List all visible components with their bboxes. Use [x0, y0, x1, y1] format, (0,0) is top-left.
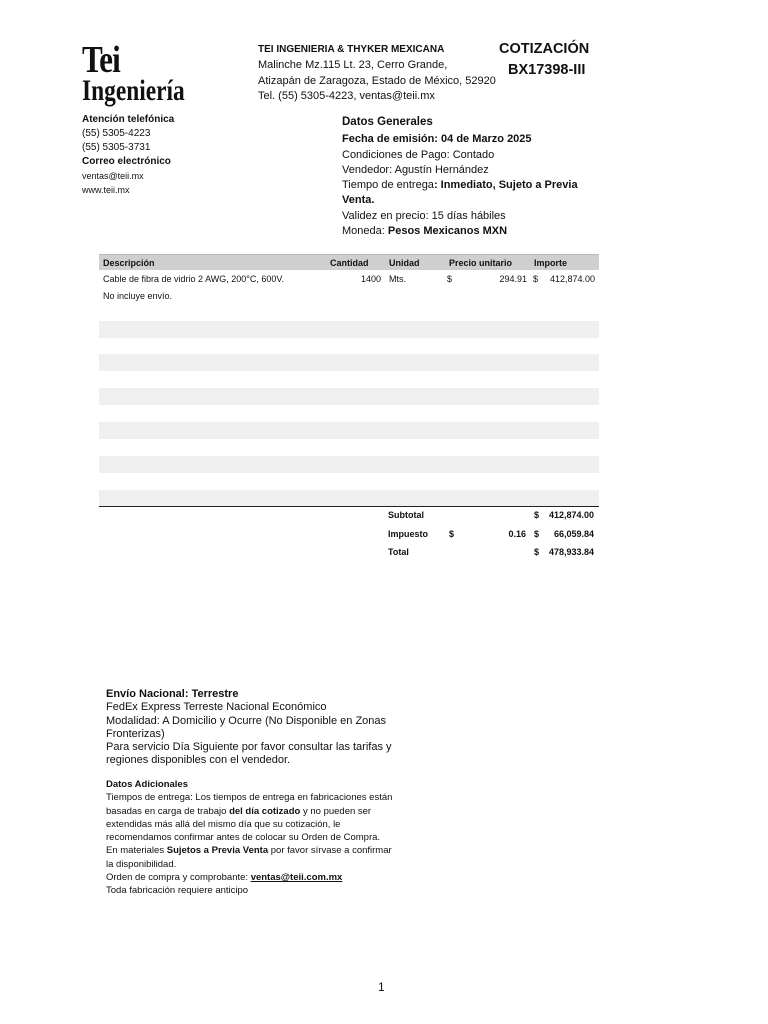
table-row-empty: [99, 388, 599, 405]
table-row-empty: [99, 304, 599, 321]
item-amount-currency: $: [533, 274, 539, 284]
shipping-line-2: Modalidad: A Domicilio y Ocurre (No Disponible en Zonas Fronterizas): [106, 714, 387, 740]
total-currency: $: [534, 547, 540, 557]
p2-text: En materiales: [106, 845, 167, 857]
item-unit: Mts.: [389, 274, 406, 284]
currency-line: [342, 224, 602, 239]
shipping-line-1: FedEx Express Terreste Nacional Económico: [106, 701, 327, 714]
table-row: [99, 287, 599, 304]
phone-heading: Atención telefónica: [82, 114, 175, 125]
phone-2: (55) 5305-3731: [82, 142, 151, 153]
tax-label: Impuesto: [388, 528, 429, 539]
page-number: 1: [378, 980, 385, 994]
table-row-empty: [99, 321, 599, 338]
item-price-currency: $: [447, 274, 453, 284]
p3-text: Orden de compra y comprobante:: [106, 872, 251, 884]
company-address-1: Malinche Mz.115 Lt. 23, Cerro Grande,: [258, 59, 448, 71]
item-description: No incluye envío.: [103, 290, 173, 301]
header-unit: Unidad: [389, 258, 420, 268]
tax-rate-currency: $: [449, 528, 455, 539]
header-unit-price: Precio unitario: [449, 258, 513, 268]
contact-block: [82, 113, 174, 197]
additional-heading: Datos Adicionales: [106, 779, 189, 790]
p1-text-end: y no pueden ser extendidas más allá del mismo día que su cotización, le recomendamos confirmar antes de colocar su Orden de Compra.: [106, 805, 381, 844]
tax-currency: $: [534, 528, 540, 539]
company-address-2: Atizapán de Zaragoza, Estado de México, 52920: [258, 74, 496, 87]
subtotal-currency: $: [534, 510, 540, 520]
subtotal-value: 412,874.00: [548, 510, 594, 520]
header-amount: Importe: [534, 258, 568, 268]
p1-text: Tiempos de entrega: Los tiempos de entrega en fabricaciones están basadas en carga de trabajo: [106, 792, 393, 817]
general-data: [342, 115, 602, 239]
payment-terms: Condiciones de Pago: Contado: [342, 148, 495, 161]
issue-date-line: [342, 132, 602, 147]
order-email-link[interactable]: ventas@teii.com.mx: [250, 872, 343, 884]
table-row-empty: [99, 405, 599, 422]
company-block: [258, 44, 496, 105]
item-description: Cable de fibra de vidrio 2 AWG, 200°C, 600V.: [103, 274, 285, 284]
company-name: TEI INGENIERIA & THYKER MEXICANA: [258, 44, 445, 55]
total-label: Total: [388, 547, 409, 557]
p2-bold: Sujetos a Previa Venta: [166, 845, 269, 857]
additional-paragraph-2: [106, 844, 396, 871]
currency-value: Pesos Mexicanos MXN: [387, 225, 508, 238]
tax-rate: 0.16: [508, 528, 526, 539]
table-bottom-rule: [99, 506, 599, 507]
total-value: 478,933.84: [548, 547, 594, 557]
tax-row: [388, 529, 598, 548]
shipping-line-3: Para servicio Día Siguiente por favor consultar las tarifas y regiones disponibles con el vendedor.: [106, 741, 392, 767]
subtotal-label: Subtotal: [388, 510, 424, 520]
issue-date-label: Fecha de emisión:: [342, 133, 438, 146]
logo-line-1: Tei: [82, 39, 120, 81]
additional-paragraph-1: [106, 791, 396, 844]
header-description: Descripción: [103, 258, 155, 268]
total-row: [388, 547, 598, 566]
delivery-label: Tiempo de entrega: [342, 179, 434, 192]
issue-date: 04 de Marzo 2025: [441, 133, 532, 146]
p1-bold: del día cotizado: [229, 805, 301, 817]
email-heading: Correo electrónico: [82, 156, 171, 167]
delivery-line: [342, 178, 602, 209]
contact-website: www.teii.mx: [82, 185, 130, 195]
document-folio: BX17398-III: [508, 62, 586, 78]
additional-block: [106, 778, 396, 898]
table-row-empty: [99, 456, 599, 473]
document-title-block: [499, 39, 589, 81]
table-row-empty: [99, 473, 599, 490]
contact-email: ventas@teii.mx: [82, 171, 144, 181]
currency-label: Moneda:: [342, 225, 385, 238]
subtotal-row: [388, 510, 598, 529]
item-unit-price: 294.91: [499, 274, 527, 284]
tax-value: 66,059.84: [553, 528, 594, 539]
general-heading: Datos Generales: [342, 116, 433, 128]
company-contact-line: Tel. (55) 5305-4223, ventas@teii.mx: [258, 90, 435, 102]
table-row: [99, 270, 599, 287]
table-row-empty: [99, 338, 599, 355]
delivery-value: : Inmediato, Sujeto a Previa Venta.: [342, 179, 578, 207]
item-quantity: 1400: [360, 274, 381, 284]
totals-block: [388, 510, 598, 566]
table-row-empty: [99, 490, 599, 507]
item-amount: 412,874.00: [549, 274, 595, 284]
phone-1: (55) 5305-4223: [82, 128, 151, 139]
additional-paragraph-4: Toda fabricación requiere anticipo: [106, 885, 249, 897]
shipping-block: [106, 688, 406, 768]
table-row-empty: [99, 371, 599, 388]
additional-paragraph-3: [106, 871, 396, 884]
table-header: [99, 254, 599, 270]
seller: Vendedor: Agustín Hernández: [342, 163, 489, 176]
validity: Validez en precio: 15 días hábiles: [342, 209, 506, 222]
table-row-empty: [99, 422, 599, 439]
items-table: [99, 254, 599, 507]
shipping-heading: Envío Nacional: Terrestre: [106, 688, 239, 700]
p2-text-end: por favor sírvase a confirmar la disponibilidad.: [106, 845, 392, 870]
header-quantity: Cantidad: [330, 258, 369, 268]
company-logo: [82, 40, 202, 110]
document-title: COTIZACIÓN: [499, 41, 590, 57]
table-row-empty: [99, 439, 599, 456]
logo-line-2: Ingeniería: [82, 74, 185, 107]
table-row-empty: [99, 354, 599, 371]
